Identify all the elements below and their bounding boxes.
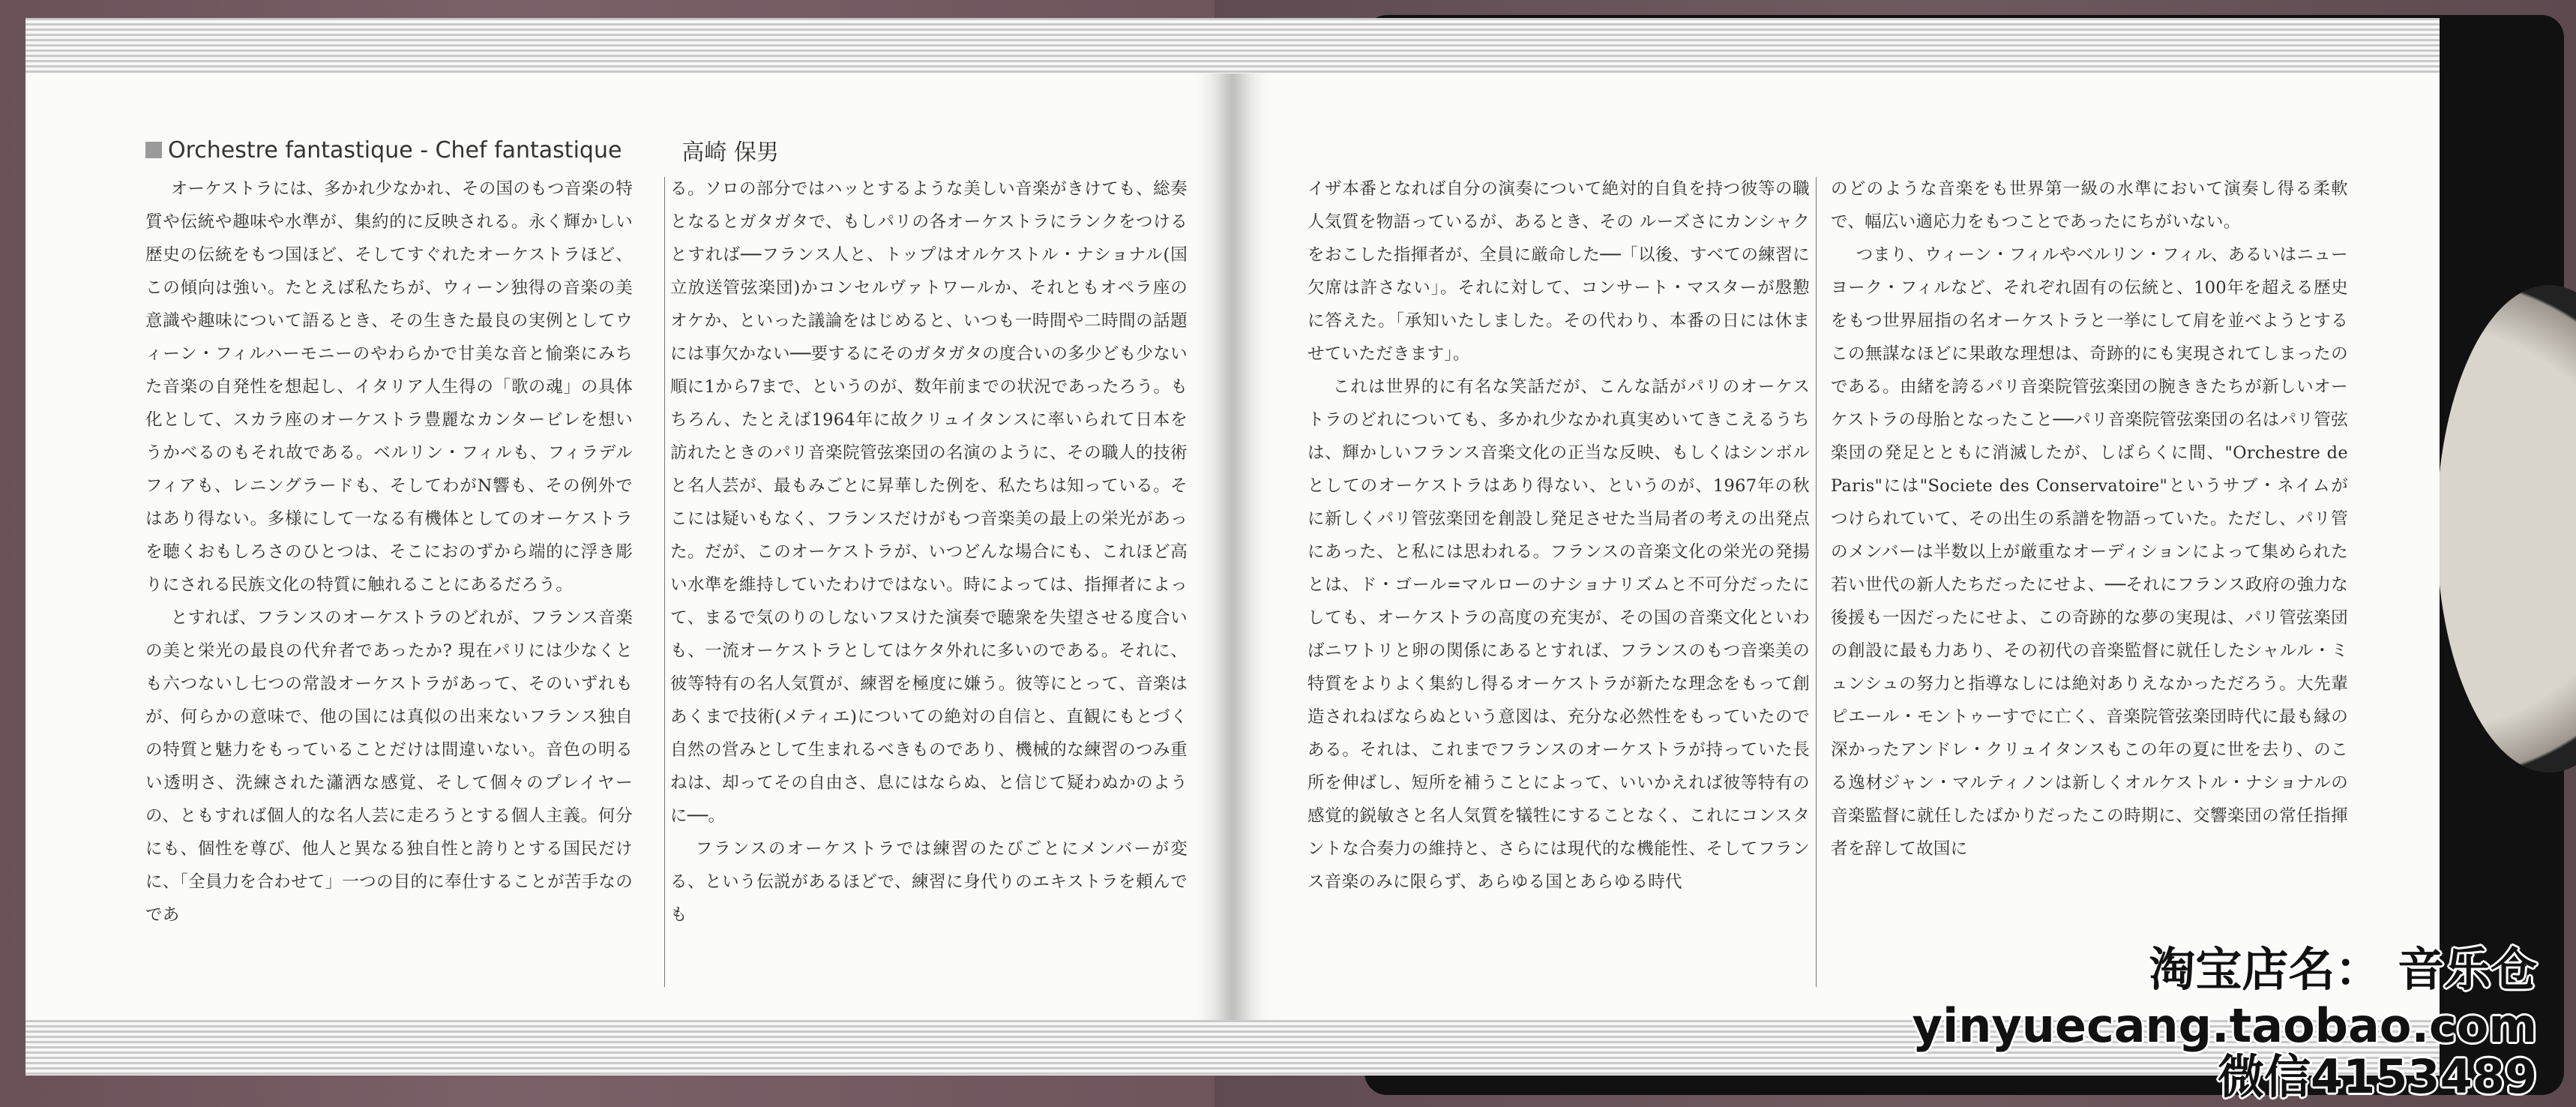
article-title: Orchestre fantastique - Chef fantastique <box>168 136 622 164</box>
paragraph: フランスのオーケストラでは練習のたびごとにメンバーが変る、という伝説があるほどで、練習に身代りのエキストラを頼んでも <box>670 839 1188 925</box>
text-column-4 <box>1831 172 2348 866</box>
column-divider <box>1816 177 1817 987</box>
article-heading <box>145 135 1195 165</box>
left-page <box>25 18 1233 1076</box>
paragraph: のどのような音楽をも世界第一級の水準において演奏し得る柔軟で、幅広い適応力をもつことであったにちがいない。 <box>1831 179 2348 232</box>
text-column-2 <box>670 172 1188 932</box>
bottom-rule-band <box>25 1020 1233 1076</box>
column-divider <box>664 177 665 987</box>
paragraph: オーケストラには、多かれ少なかれ、その国のもつ音楽の特質や伝統や趣味や水準が、集約的に反映される。永く輝かしい歴史の伝統をもつ国ほど、そしてすぐれたオーケストラほど、この傾向は強い。たとえば私たちが、ウィーン独得の音楽の美意識や趣味について語るとき、その生きた最良の実例としてウィーン・フィルハーモニーのやわらかで甘美な音と愉楽にみちた音楽の自発性を想起し、イタリア人生得の「歌の魂」の具体化として、スカラ座のオーケストラ豊麗なカンタービレを想いうかべるのもそれ故である。ベルリン・フィルも、フィラデルフィアも、レニングラードも、そしてわがN響も、その例外ではあり得ない。多様にして一なる有機体としてのオーケストラを聴くおもしろさのひとつは、そこにおのずから端的に浮き彫りにされる民族文化の特質に触れることにあるだろう。 <box>145 179 633 595</box>
heading-square-icon <box>145 142 162 158</box>
article-author: 高崎 保男 <box>681 140 779 166</box>
paragraph: つまり、ウィーン・フィルやベルリン・フィル、あるいはニューヨーク・フィルなど、それぞれ固有の伝統と、100年を超える歴史をもつ世界屈指の名オーケストラと一挙にして肩を並べようとするこの無謀なほどに果敢な理想は、奇跡的にも実現されてしまったのである。由緒を誇るパリ音楽院管弦楽団の腕ききたちが新しいオーケストラの母胎となったこと──パリ音楽院管弦楽団の名はパリ管弦楽団の発足とともに消滅したが、しばらくに間、"Orchestre de Paris"には"Societe des Conservatoire"というサブ・ネイムがつけられていて、その出生の系譜を物語っていた。ただし、パリ管のメンバーは半数以上が厳重なオーディションによって集められた若い世代の新人たちだったにせよ、──それにフランス政府の強力な後援も一因だったにせよ、この奇跡的な夢の実現は、パリ管弦楽団の創設に最も力あり、その初代の音楽監督に就任したシャルル・ミュンシュの努力と指導なしには絶対ありえなかっただろう。大先輩ピエール・モントゥーすでに亡く、音楽院管弦楽団時代に最も縁の深かったアンドレ・クリュイタンスもこの年の夏に世を去り、のこる逸材ジャン・マルティノンは新しくオルケストル・ナショナルの音楽監督に就任したばかりだったこの時期に、交響楽団の常任指揮者を辞して故国に <box>1831 245 2348 859</box>
paragraph: これは世界的に有名な笑話だが、こんな話がパリのオーケストラのどれについても、多かれ少なかれ真実めいてきこえるうちは、輝かしいフランス音楽文化の正当な反映、もしくはシンボルとしてのオーケストラはあり得ない、というのが、1967年の秋に新しくパリ管弦楽団を創設し発足させた当局者の考えの出発点にあった、と私には思われる。フランスの音楽文化の栄光の発揚とは、ド・ゴール=マルローのナショナリズムと不可分だったにしても、オーケストラの高度の充実が、その国の音楽文化といわばニワトリと卵の関係にあるとすれば、フランスのもつ音楽美の特質をよりよく集約し得るオーケストラが新たな理念をもって創造されねばならぬという意図は、充分な必然性をもっていたのである。それは、これまでフランスのオーケストラが持っていた長所を伸ばし、短所を補うことによって、いいかえれば彼等特有の感覚的鋭敏さと名人気質を犠牲にすることなく、これにコンスタントな合奏力の維持と、さらには現代的な機能性、そしてフランス音楽のみに限らず、あらゆる国とあらゆる時代 <box>1307 377 1810 892</box>
watermark-wechat: 微信4153489 <box>2218 1049 2537 1104</box>
right-page <box>1233 18 2440 1076</box>
top-rule-band <box>1233 18 2440 74</box>
text-column-3 <box>1307 172 1810 898</box>
paragraph: イザ本番となれば自分の演奏について絶対的自負を持つ彼等の職人気質を物語っているが、あるとき、その ルーズさにカンシャクをおこした指揮者が、全員に厳命した──「以後、すべての練習に欠席は許さない」。それに対して、コンサート・マスターが慇懃に答えた。「承知いたしました。その代わり、本番の日には休ませていただきます」。 <box>1307 179 1810 364</box>
top-rule-band <box>25 18 1233 74</box>
paragraph: とすれば、フランスのオーケストラのどれが、フランス音楽の美と栄光の最良の代弁者であったか? 現在パリには少なくとも六つないし七つの常設オーケストラがあって、そのいずれもが、何らかの意味で、他の国には真似の出来ないフランス独自の特質と魅力をもっていることだけは間違いない。音色の明るい透明さ、洗練された瀟洒な感覚、そして個々のプレイヤーの、ともすれば個人的な名人芸に走ろうとする個人主義。何分にも、個性を尊び、他人と異なる独自性と誇りとする国民だけに、「全員力を合わせて」一つの目的に奉仕することが苦手なのであ <box>145 608 633 925</box>
watermark-shop-name: 淘宝店名： 音乐仓 <box>2149 942 2537 997</box>
watermark-url: yinyuecang.taobao.com <box>1912 998 2537 1053</box>
paragraph: る。ソロの部分ではハッとするような美しい音楽がきけても、総奏となるとガタガタで、もしパリの各オーケストラにランクをつけるとすれば──フランス人と、トップはオルケストル・ナショナル(国立放送管弦楽団)かコンセルヴァトワールか、それともオペラ座のオケか、といった議論をはじめると、いつも一時間や二時間の話題には事欠かない──要するにそのガタガタの度合いの多少ども少ない順に1から7まで、というのが、数年前までの状況であったろう。もちろん、たとえば1964年に故クリュイタンスに率いられて日本を訪れたときのパリ音楽院管弦楽団の名演のように、その職人的技術と名人芸が、最もみごとに昇華した例を、私たちは知っている。そこには疑いもなく、フランスだけがもつ音楽美の最上の栄光があった。だが、このオーケストラが、いつどんな場合にも、これほど高い水準を維持していたわけではない。時によっては、指揮者によって、まるで気のりのしないフヌけた演奏で聴衆を失望させる度合いも、一流オーケストラとしてはケタ外れに多いのである。それに、彼等特有の名人気質が、練習を極度に嫌う。彼等にとって、音楽はあくまで技術(メティエ)についての絶対の自信と、直観にもとづく自然の営みとして生まれるべきものであり、機械的な練習のつみ重ねは、却ってその自由さ、息にはならぬ、と信じて疑わぬかのように──。 <box>670 179 1188 826</box>
text-column-1 <box>145 172 633 932</box>
